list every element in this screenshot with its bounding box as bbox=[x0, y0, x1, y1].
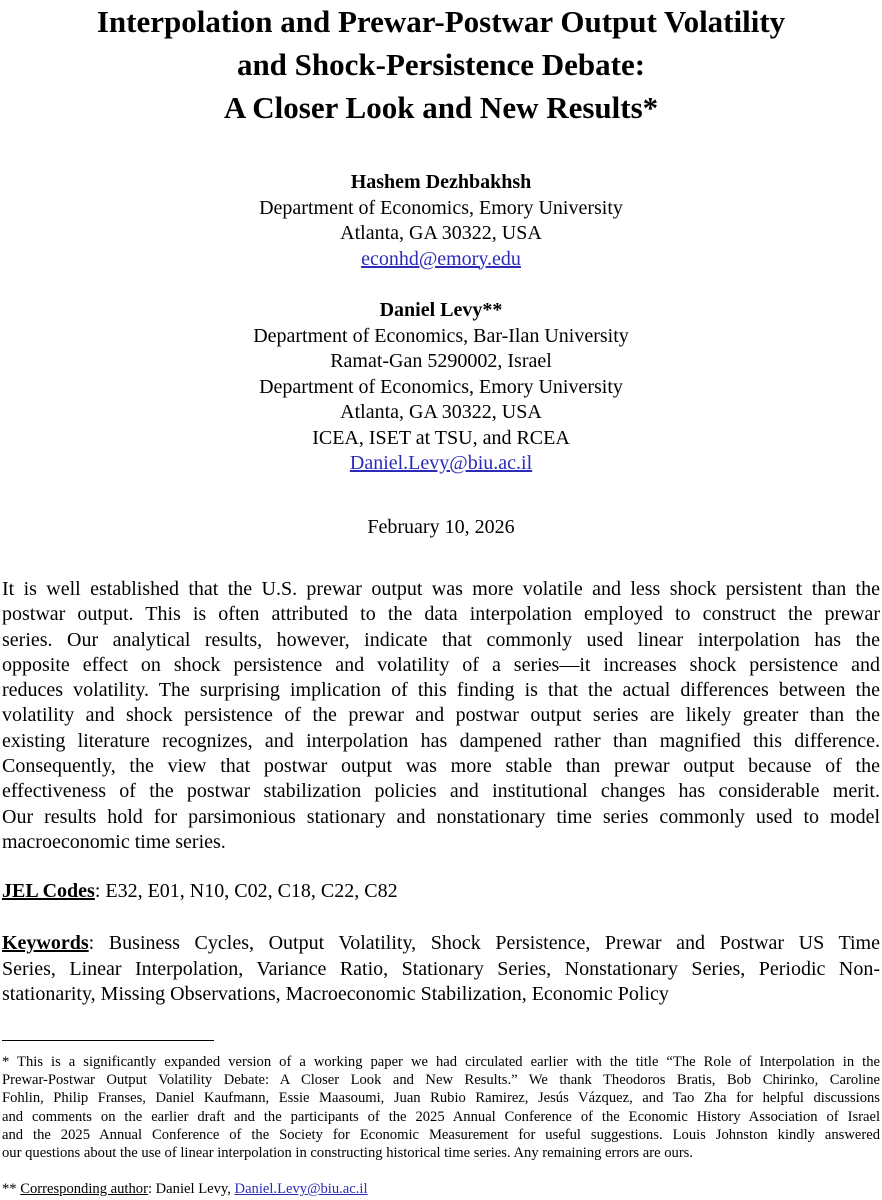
footnote-acknowledgments bbox=[2, 1053, 880, 1162]
corresponding-email-link[interactable]: Daniel.Levy@biu.ac.il bbox=[234, 1181, 368, 1197]
abstract-line: It is well established that the U.S. prewar output was more volatile and less shock persistent than the bbox=[2, 578, 880, 600]
footnote-line: Prewar-Postwar Output Volatility Debate: A Closer Look and New Results.” We thank Theodoros Bratis, Bob Chirinko, Caroline bbox=[2, 1072, 880, 1089]
author-affiliation: Atlanta, GA 30322, USA bbox=[340, 222, 542, 244]
author-name: Daniel Levy** bbox=[379, 299, 503, 321]
jel-codes-text: E32, E01, N10, C02, C18, C22, C82 bbox=[100, 880, 398, 902]
footnote-corresponding-author bbox=[2, 1180, 880, 1198]
keywords-text: Business Cycles, Output Volatility, Shock Persistence, Prewar and Postwar US Time bbox=[94, 932, 880, 954]
author-affiliation: Department of Economics, Emory University bbox=[259, 196, 623, 219]
abstract-line: effectiveness of the postwar stabilization policies and institutional changes has considerable merit. bbox=[2, 780, 880, 803]
date-text: February 10, 2026 bbox=[367, 516, 515, 538]
author-email-link[interactable]: Daniel.Levy@biu.ac.il bbox=[349, 452, 533, 474]
keywords-line: stationarity, Missing Observations, Macroeconomic Stabilization, Economic Policy bbox=[2, 983, 669, 1005]
title-line: Interpolation and Prewar-Postwar Output Volatility bbox=[96, 4, 786, 39]
corresponding-text: : Daniel Levy, bbox=[147, 1181, 235, 1197]
footnote-divider bbox=[2, 1040, 214, 1041]
keywords-label: Keywords bbox=[2, 932, 89, 954]
footnote-line: Fohlin, Philip Franses, Daniel Kaufmann, Essie Maasoumi, Juan Rubio Ramirez, Jesús Vázquez, and Tao Zha for helpful discussions bbox=[2, 1090, 880, 1107]
author-email-link[interactable]: econhd@emory.edu bbox=[361, 247, 521, 270]
author-block-2 bbox=[0, 298, 882, 477]
footnote-line: our questions about the use of linear interpolation in constructing historical time series. Any remaining errors are ours. bbox=[2, 1145, 694, 1162]
corresponding-label: Corresponding author bbox=[20, 1181, 148, 1197]
abstract-line: existing literature recognizes, and interpolation has dampened rather than magnified this difference. bbox=[2, 729, 880, 752]
abstract bbox=[2, 577, 880, 855]
footnote-line: * This is a significantly expanded version of a working paper we had circulated earlier with the title “The Role of Interpolation in the bbox=[2, 1054, 880, 1070]
abstract-line: Our results hold for parsimonious stationary and nonstationary time series commonly used to model bbox=[2, 805, 880, 828]
paper-title bbox=[0, 0, 882, 129]
author-name: Hashem Dezhbakhsh bbox=[350, 171, 532, 193]
author-affiliation: ICEA, ISET at TSU, and RCEA bbox=[312, 426, 570, 449]
footnote-line: and comments on the earlier draft and the participants of the 2025 Annual Conference of the Economic History Association of Israel bbox=[2, 1108, 880, 1125]
paper-date bbox=[0, 515, 882, 541]
jel-label: JEL Codes bbox=[2, 880, 95, 902]
abstract-line: postwar output. This is often attributed to the data interpolation employed to construct the prewar bbox=[2, 603, 880, 626]
title-line: A Closer Look and New Results* bbox=[223, 90, 659, 125]
abstract-line: macroeconomic time series. bbox=[2, 830, 226, 853]
author-affiliation: Ramat-Gan 5290002, Israel bbox=[330, 350, 552, 372]
abstract-line: reduces volatility. The surprising implication of this finding is that the actual differences between the bbox=[2, 679, 880, 702]
jel-codes bbox=[2, 879, 880, 904]
author-block-1 bbox=[0, 170, 882, 272]
footnote-line: and the 2025 Annual Conference of the Society for Economic Measurement for useful suggestions. Louis Johnston kindly answered bbox=[2, 1126, 880, 1143]
abstract-line: Consequently, the view that postwar output was more stable than prewar output because of the bbox=[2, 755, 880, 778]
footnote-prefix: ** bbox=[2, 1181, 21, 1197]
keywords bbox=[2, 931, 880, 1008]
keywords-separator: : bbox=[88, 932, 95, 954]
jel-separator: : bbox=[94, 880, 101, 902]
title-line: and Shock-Persistence Debate: bbox=[236, 47, 646, 82]
author-affiliation: Department of Economics, Bar-Ilan University bbox=[253, 324, 629, 347]
author-affiliation: Atlanta, GA 30322, USA bbox=[340, 401, 542, 423]
abstract-line: volatility and shock persistence of the prewar and postwar output series are likely greater than the bbox=[2, 704, 880, 727]
keywords-line bbox=[2, 931, 880, 957]
keywords-line: Series, Linear Interpolation, Variance Ratio, Stationary Series, Nonstationary Series, Periodic Non- bbox=[2, 957, 880, 980]
abstract-line: series. Our analytical results, however, indicate that commonly used linear interpolation has the bbox=[2, 628, 880, 651]
author-affiliation: Department of Economics, Emory University bbox=[259, 375, 623, 398]
abstract-line: opposite effect on shock persistence and volatility of a series—it increases shock persistence and bbox=[2, 653, 880, 676]
